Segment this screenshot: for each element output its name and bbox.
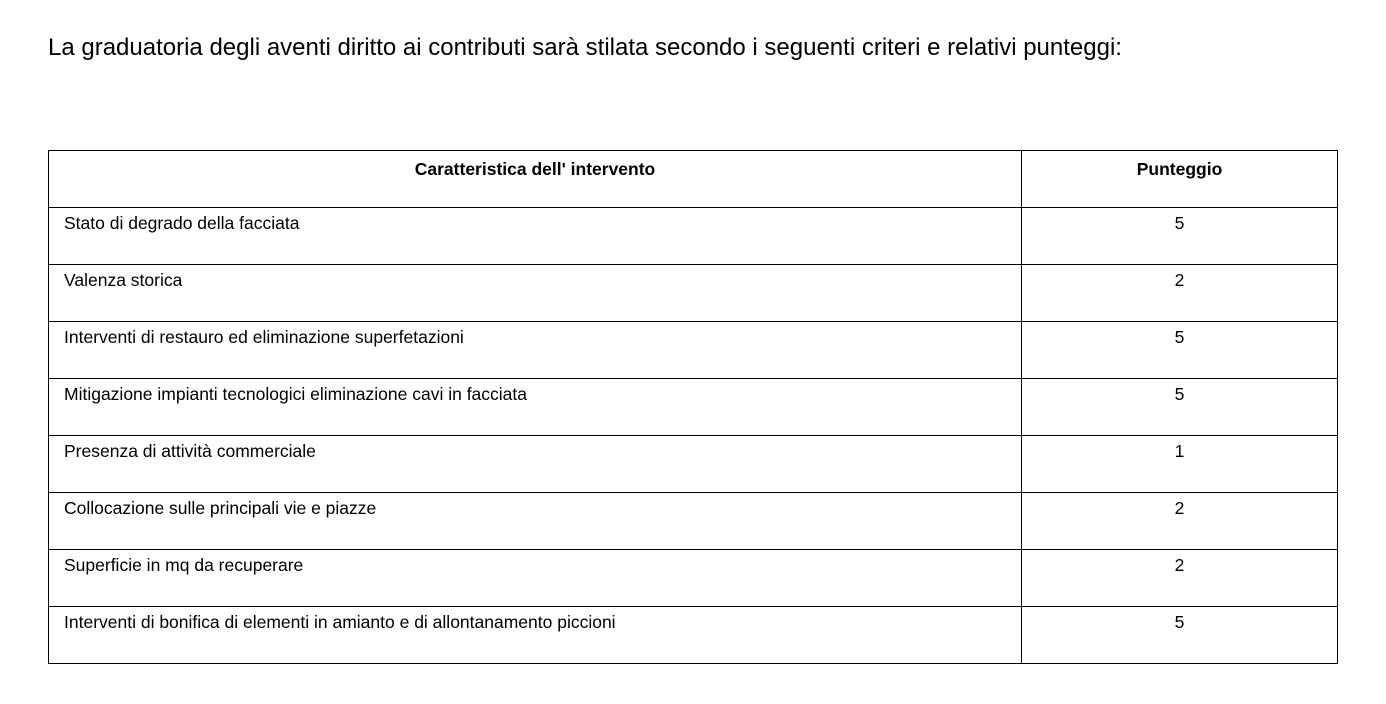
table-row xyxy=(49,208,1338,265)
row-score: 5 xyxy=(1022,208,1338,265)
row-score: 5 xyxy=(1022,607,1338,664)
table-row xyxy=(49,436,1338,493)
table-row xyxy=(49,607,1338,664)
row-label: Mitigazione impianti tecnologici eliminazione cavi in facciata xyxy=(49,379,1022,436)
row-label: Presenza di attività commerciale xyxy=(49,436,1022,493)
criteria-table xyxy=(48,150,1338,664)
row-label: Interventi di restauro ed eliminazione superfetazioni xyxy=(49,322,1022,379)
row-score: 5 xyxy=(1022,379,1338,436)
row-score: 5 xyxy=(1022,322,1338,379)
table-header-row xyxy=(49,151,1338,208)
table-row xyxy=(49,493,1338,550)
table-row xyxy=(49,550,1338,607)
table-row xyxy=(49,322,1338,379)
row-label: Stato di degrado della facciata xyxy=(49,208,1022,265)
row-score: 1 xyxy=(1022,436,1338,493)
table-row xyxy=(49,265,1338,322)
row-label: Valenza storica xyxy=(49,265,1022,322)
intro-paragraph: La graduatoria degli aventi diritto ai contributi sarà stilata secondo i seguenti criteri e relativi punteggi: xyxy=(48,34,1122,61)
row-label: Interventi di bonifica di elementi in amianto e di allontanamento piccioni xyxy=(49,607,1022,664)
row-score: 2 xyxy=(1022,550,1338,607)
header-score: Punteggio xyxy=(1022,151,1338,208)
row-label: Superficie in mq da recuperare xyxy=(49,550,1022,607)
header-characteristic: Caratteristica dell' intervento xyxy=(49,151,1022,208)
table-row xyxy=(49,379,1338,436)
row-label: Collocazione sulle principali vie e piazze xyxy=(49,493,1022,550)
row-score: 2 xyxy=(1022,265,1338,322)
row-score: 2 xyxy=(1022,493,1338,550)
